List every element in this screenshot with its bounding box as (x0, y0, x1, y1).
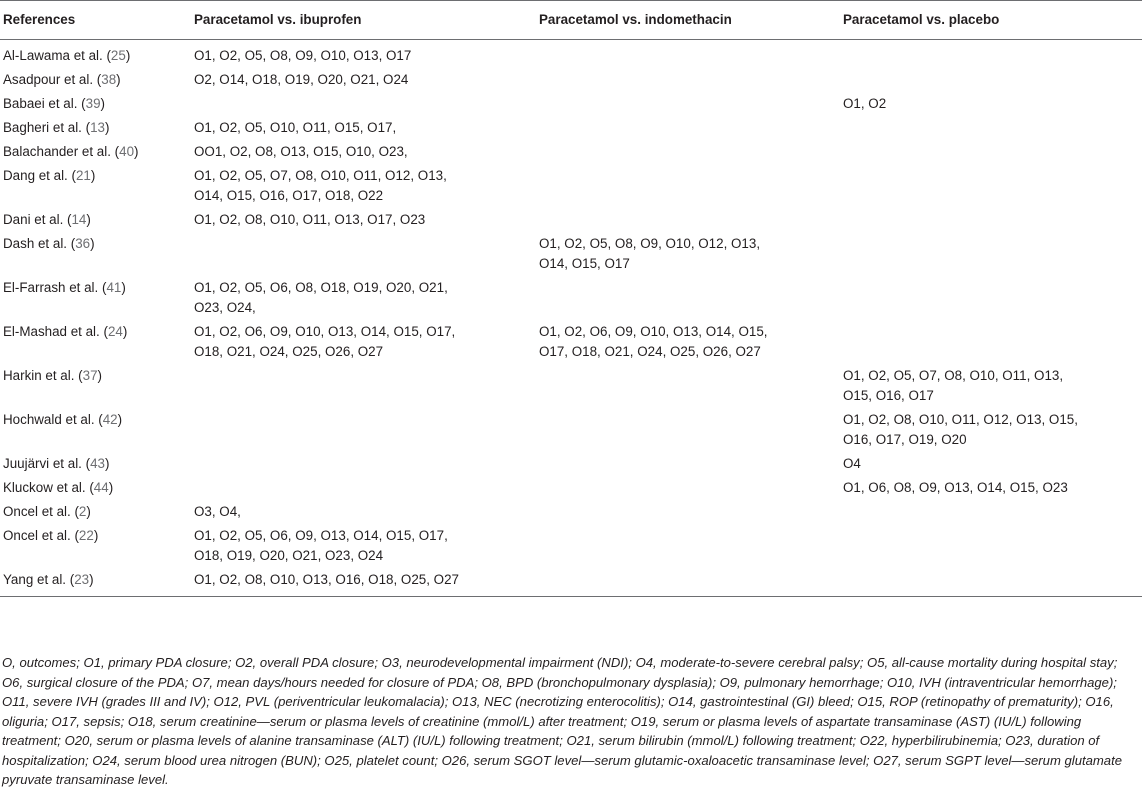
outcome-line: O1, O2, O6, O9, O10, O13, O14, O15, O17, (194, 324, 456, 339)
reference-cell (0, 40, 191, 69)
ibuprofen-outcomes (191, 364, 536, 408)
reference-number: 36 (75, 236, 91, 251)
table-row (0, 408, 1142, 452)
reference-author: Asadpour et al. ( (3, 72, 102, 87)
reference-number: 37 (82, 368, 98, 383)
table-row (0, 320, 1142, 364)
ibuprofen-outcomes (191, 232, 536, 276)
reference-number: 40 (119, 144, 135, 159)
placebo-outcomes (840, 40, 1142, 69)
reference-author: Babaei et al. ( (3, 96, 86, 111)
placebo-outcomes (840, 568, 1142, 597)
reference-cell (0, 408, 191, 452)
indomethacin-outcomes (536, 276, 840, 320)
outcome-line: OO1, O2, O8, O13, O15, O10, O23, (194, 144, 408, 159)
placebo-outcomes (840, 232, 1142, 276)
indomethacin-outcomes (536, 116, 840, 140)
outcome-line: O1, O2, O5, O6, O9, O13, O14, O15, O17, (194, 528, 448, 543)
placebo-outcomes (840, 276, 1142, 320)
placebo-outcomes (840, 452, 1142, 476)
reference-number: 23 (74, 572, 90, 587)
reference-close: ) (93, 528, 99, 543)
reference-number: 38 (101, 72, 117, 87)
placebo-outcomes (840, 364, 1142, 408)
ibuprofen-outcomes (191, 320, 536, 364)
ibuprofen-outcomes (191, 408, 536, 452)
reference-number: 14 (71, 212, 87, 227)
reference-author: El-Mashad et al. ( (3, 324, 108, 339)
indomethacin-outcomes (536, 364, 840, 408)
outcome-line: O1, O2, O5, O7, O8, O10, O11, O12, O13, (194, 168, 447, 183)
outcome-line: O18, O21, O24, O25, O26, O27 (194, 344, 384, 359)
placebo-outcomes (840, 164, 1142, 208)
table-row (0, 164, 1142, 208)
reference-cell (0, 320, 191, 364)
header-indomethacin: Paracetamol vs. indomethacin (536, 1, 840, 40)
reference-cell (0, 208, 191, 232)
reference-cell (0, 116, 191, 140)
table-row (0, 524, 1142, 568)
table-row (0, 476, 1142, 500)
reference-cell (0, 276, 191, 320)
indomethacin-outcomes (536, 524, 840, 568)
reference-cell (0, 232, 191, 276)
ibuprofen-outcomes (191, 476, 536, 500)
table-row (0, 364, 1142, 408)
reference-author: Balachander et al. ( (3, 144, 120, 159)
outcome-line: O4 (843, 456, 861, 471)
reference-cell (0, 500, 191, 524)
reference-close: ) (100, 96, 106, 111)
reference-number: 41 (106, 280, 122, 295)
reference-cell (0, 452, 191, 476)
reference-close: ) (90, 236, 95, 251)
reference-author: Oncel et al. ( (3, 528, 79, 543)
reference-close: ) (134, 144, 139, 159)
reference-close: ) (86, 504, 91, 519)
reference-cell (0, 68, 191, 92)
indomethacin-outcomes (536, 164, 840, 208)
reference-author: Oncel et al. ( (3, 504, 79, 519)
reference-author: Hochwald et al. ( (3, 412, 103, 427)
reference-number: 44 (93, 480, 109, 495)
table-row (0, 92, 1142, 116)
reference-close: ) (90, 168, 96, 183)
reference-author: El-Farrash et al. ( (3, 280, 107, 295)
reference-close: ) (104, 456, 110, 471)
outcome-line: O1, O2, O8, O10, O11, O12, O13, O15, (843, 412, 1078, 427)
ibuprofen-outcomes (191, 568, 536, 597)
reference-close: ) (89, 572, 94, 587)
indomethacin-outcomes (536, 500, 840, 524)
placebo-outcomes (840, 500, 1142, 524)
ibuprofen-outcomes (191, 208, 536, 232)
outcome-line: O1, O2 (843, 96, 887, 111)
ibuprofen-outcomes (191, 92, 536, 116)
header-ibuprofen: Paracetamol vs. ibuprofen (191, 1, 536, 40)
indomethacin-outcomes (536, 140, 840, 164)
reference-close: ) (121, 280, 126, 295)
indomethacin-outcomes (536, 568, 840, 597)
indomethacin-outcomes (536, 408, 840, 452)
reference-cell (0, 476, 191, 500)
table-row (0, 232, 1142, 276)
ibuprofen-outcomes (191, 116, 536, 140)
reference-number: 42 (102, 412, 118, 427)
placebo-outcomes (840, 408, 1142, 452)
ibuprofen-outcomes (191, 524, 536, 568)
reference-author: Yang et al. ( (3, 572, 75, 587)
table-row (0, 140, 1142, 164)
ibuprofen-outcomes (191, 164, 536, 208)
reference-number: 22 (78, 528, 94, 543)
outcome-line: O18, O19, O20, O21, O23, O24 (194, 548, 384, 563)
reference-author: Bagheri et al. ( (3, 120, 91, 135)
indomethacin-outcomes (536, 92, 840, 116)
indomethacin-outcomes (536, 476, 840, 500)
placebo-outcomes (840, 524, 1142, 568)
outcome-line: O16, O17, O19, O20 (843, 432, 967, 447)
table-row (0, 500, 1142, 524)
outcome-line: O1, O2, O5, O6, O8, O18, O19, O20, O21, (194, 280, 448, 295)
outcome-line: O1, O2, O5, O8, O9, O10, O12, O13, (539, 236, 761, 251)
table-body (0, 40, 1142, 597)
reference-close: ) (97, 368, 102, 383)
indomethacin-outcomes (536, 208, 840, 232)
indomethacin-outcomes (536, 68, 840, 92)
outcome-line: O1, O2, O5, O10, O11, O15, O17, (194, 120, 397, 135)
reference-close: ) (116, 72, 121, 87)
indomethacin-outcomes (536, 40, 840, 69)
placebo-outcomes (840, 320, 1142, 364)
placebo-outcomes (840, 140, 1142, 164)
reference-number: 43 (90, 456, 105, 471)
reference-author: Dani et al. ( (3, 212, 72, 227)
reference-close: ) (122, 324, 128, 339)
reference-cell (0, 164, 191, 208)
reference-close: ) (86, 212, 91, 227)
reference-author: Dang et al. ( (3, 168, 76, 183)
reference-cell (0, 568, 191, 597)
reference-number: 24 (107, 324, 123, 339)
outcome-line: O1, O2, O6, O9, O10, O13, O14, O15, (539, 324, 768, 339)
footnote: O, outcomes; O1, primary PDA closure; O2, overall PDA closure; O3, neurodevelopmental impairment (NDI); O4, moderate-to-severe cerebral palsy; O5, all-cause mortality during hospital stay; O6, surgical closure of the PDA; O7, mean days/hours needed for closure of PDA; O8, BPD (bronchopulmonary dysplasia); O9, pulmonary hemorrhage; O10, IVH (intraventricular hemorrhage); O11, severe IVH (grades III and IV); O12, PVL (periventricular leukomalacia); O13, NEC (necrotizing enterocolitis); O14, gastrointestinal (GI) bleed; O15, ROP (retinopathy of prematurity); O16, oliguria; O17, sepsis; O18, serum creatinine—serum or plasma levels of creatinine (mmol/L) after treatment; O19, serum or plasma levels of aspartate transaminase (AST) (IU/L) following treatment; O20, serum or plasma levels of alanine transaminase (ALT) (IU/L) following treatment; O21, serum bilirubin (mmol/L) following treatment; O22, hyperbilirubinemia; O23, duration of hospitalization; O24, serum blood urea nitrogen (BUN); O25, platelet count; O26, serum SGOT level—serum glutamic-oxaloacetic transaminase level; O27, serum SGPT level—serum glutamate pyruvate transaminase level. (2, 655, 1123, 787)
outcome-line: O14, O15, O16, O17, O18, O22 (194, 188, 384, 203)
indomethacin-outcomes (536, 320, 840, 364)
table-row (0, 40, 1142, 69)
outcome-line: O23, O24, (194, 300, 256, 315)
reference-cell (0, 140, 191, 164)
indomethacin-outcomes (536, 232, 840, 276)
table-row (0, 276, 1142, 320)
ibuprofen-outcomes (191, 500, 536, 524)
ibuprofen-outcomes (191, 68, 536, 92)
reference-close: ) (105, 120, 110, 135)
reference-author: Harkin et al. ( (3, 368, 83, 383)
table-row (0, 208, 1142, 232)
outcome-line: O14, O15, O17 (539, 256, 630, 271)
outcome-line: O3, O4, (194, 504, 241, 519)
reference-cell (0, 364, 191, 408)
ibuprofen-outcomes (191, 40, 536, 69)
outcome-line: O17, O18, O21, O24, O25, O26, O27 (539, 344, 761, 359)
table-row (0, 452, 1142, 476)
outcome-line: O1, O2, O5, O7, O8, O10, O11, O13, (843, 368, 1064, 383)
table-row (0, 68, 1142, 92)
reference-number: 39 (85, 96, 101, 111)
outcome-line: O15, O16, O17 (843, 388, 934, 403)
placebo-outcomes (840, 92, 1142, 116)
placebo-outcomes (840, 68, 1142, 92)
reference-author: Al-Lawama et al. ( (3, 48, 111, 63)
ibuprofen-outcomes (191, 140, 536, 164)
header-placebo: Paracetamol vs. placebo (840, 1, 1142, 40)
header-row (0, 1, 1142, 40)
reference-author: Kluckow et al. ( (3, 480, 94, 495)
reference-close: ) (108, 480, 114, 495)
reference-number: 13 (90, 120, 105, 135)
outcome-line: O1, O2, O8, O10, O11, O13, O17, O23 (194, 212, 426, 227)
reference-author: Juujärvi et al. ( (3, 456, 91, 471)
outcome-line: O1, O6, O8, O9, O13, O14, O15, O23 (843, 480, 1068, 495)
reference-close: ) (117, 412, 123, 427)
placebo-outcomes (840, 476, 1142, 500)
reference-number: 25 (110, 48, 126, 63)
reference-cell (0, 92, 191, 116)
table-row (0, 116, 1142, 140)
placebo-outcomes (840, 208, 1142, 232)
header-references: References (0, 1, 191, 40)
reference-close: ) (125, 48, 131, 63)
ibuprofen-outcomes (191, 452, 536, 476)
outcome-line: O1, O2, O5, O8, O9, O10, O13, O17 (194, 48, 412, 63)
reference-cell (0, 524, 191, 568)
outcome-line: O1, O2, O8, O10, O13, O16, O18, O25, O27 (194, 572, 459, 587)
reference-author: Dash et al. ( (3, 236, 76, 251)
reference-number: 21 (75, 168, 91, 183)
ibuprofen-outcomes (191, 276, 536, 320)
table-row (0, 568, 1142, 597)
placebo-outcomes (840, 116, 1142, 140)
reference-number: 2 (78, 504, 87, 519)
outcome-line: O2, O14, O18, O19, O20, O21, O24 (194, 72, 409, 87)
indomethacin-outcomes (536, 452, 840, 476)
